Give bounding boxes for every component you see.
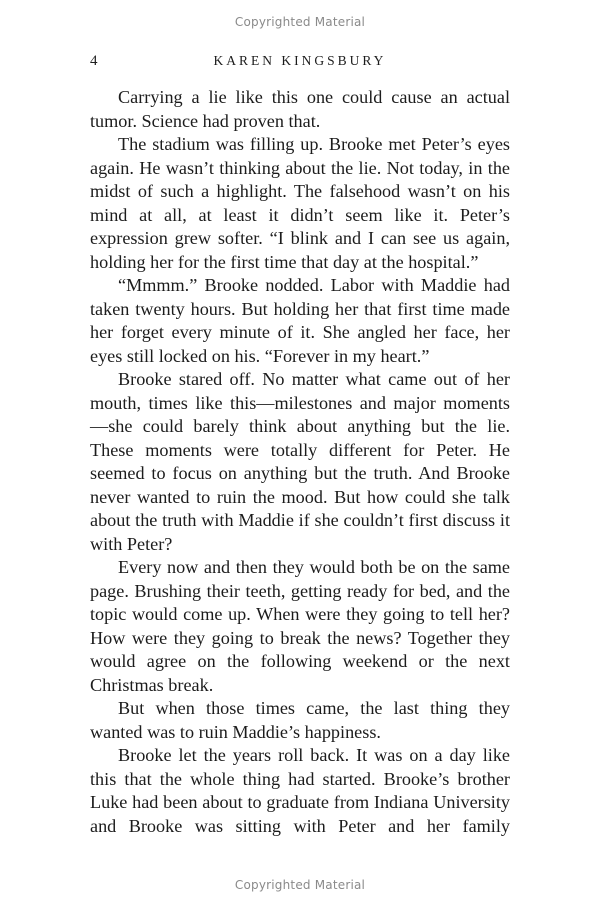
body-text <box>90 86 510 838</box>
paragraph: But when those times came, the last thing they wanted was to ruin Maddie’s happiness. <box>90 698 510 742</box>
copyright-watermark-top: Copyrighted Material <box>234 15 366 29</box>
page-number: 4 <box>90 53 98 69</box>
paragraph: Every now and then they would both be on the same page. Brushing their teeth, getting ready for bed, and the topic would come up. When were they going to tell her? How were they going to break the news? Together they would agree on the following weekend or the next Christmas break. <box>90 557 510 695</box>
paragraph: Brooke let the years roll back. It was on a day like this that the whole thing had started. Brooke’s brother Luke had been about to graduate from Indiana University and Brooke was sitting with Peter and her family <box>90 745 510 836</box>
paragraph: “Mmmm.” Brooke nodded. Labor with Maddie had taken twenty hours. But holding her that first time made her forget every minute of it. She angled her face, her eyes still locked on his. “Forever in my heart.” <box>90 275 510 366</box>
paragraph: Brooke stared off. No matter what came out of her mouth, times like this—milestones and major moments—she could barely think about anything but the lie. These moments were totally different for Peter. He seemed to focus on anything but the truth. And Brooke never wanted to ruin the mood. But how could she talk about the truth with Maddie if she couldn’t first discuss it with Peter? <box>90 369 510 554</box>
paragraph: Carrying a lie like this one could cause an actual tumor. Science had proven that. <box>90 87 510 131</box>
paragraph: The stadium was filling up. Brooke met Peter’s eyes again. He wasn’t thinking about the lie. Not today, in the midst of such a highlight. The falsehood wasn’t on his mind at all, at least it didn’t seem like it. Peter’s expression grew softer. “I blink and I can see us again, holding her for the first time that day at the hospital.” <box>90 134 510 272</box>
copyright-watermark-bottom: Copyrighted Material <box>234 878 366 892</box>
running-head: KAREN KINGSBURY <box>213 53 387 68</box>
